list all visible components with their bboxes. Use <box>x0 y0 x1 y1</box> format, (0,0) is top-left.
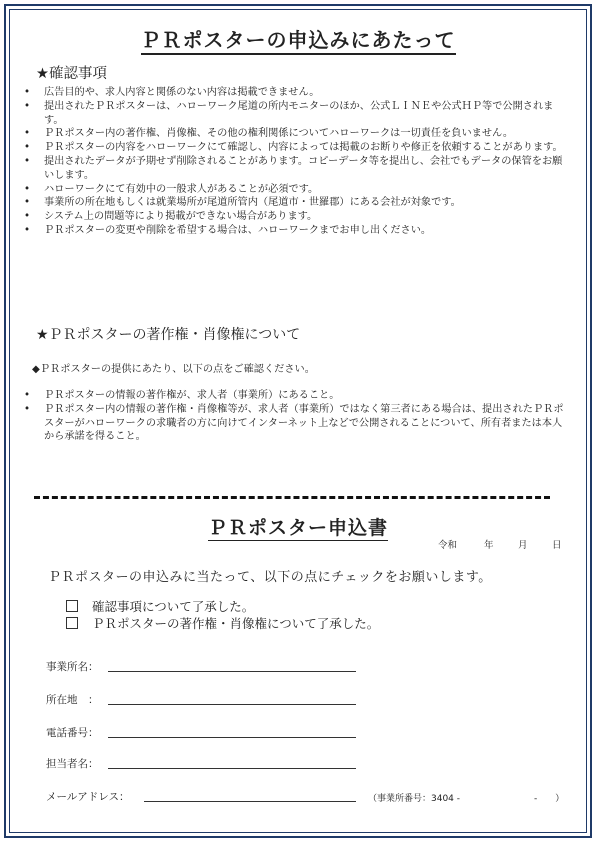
address-field[interactable] <box>46 692 99 707</box>
field-label: 事業所名： <box>46 661 99 673</box>
contact-field[interactable] <box>46 756 99 771</box>
list-item: • 提出されたデータが予期せず削除されることがあります。コピーデータ等を提出し、会社でもデータの保管をお願いします。 <box>22 155 570 183</box>
field-label: 所在地 ： <box>46 694 99 706</box>
company-field[interactable] <box>46 659 99 674</box>
check-confirmation[interactable] <box>66 597 254 615</box>
contact-underline[interactable] <box>108 768 356 769</box>
page-title: ＰＲポスターの申込みにあたって <box>0 24 596 53</box>
list-item: • 提出されたＰＲポスターは、ハローワーク尾道の所内モニターのほか、公式ＬＩＮＥや公式ＨＰ等で公開されます。 <box>22 100 570 128</box>
checkbox[interactable] <box>66 617 78 629</box>
list-item: • ＰＲポスターの情報の著作権が、求人者（事業所）にあること。 <box>22 389 570 403</box>
field-label: 電話番号： <box>46 727 99 739</box>
list-item: • ハローワークにて有効中の一般求人があることが必須です。 <box>22 183 570 197</box>
office-number-tail: - ） <box>534 794 565 804</box>
phone-field[interactable] <box>46 725 99 740</box>
list-item: • ＰＲポスター内の情報の著作権・肖像権等が、求人者（事業所）ではなく第三者にある場合は、提出されたＰＲポスターがハローワークの求職者の方に向けてインターネット上などで公開されることについて、所有者または本人から承諾を得ること。 <box>22 403 570 444</box>
date-day: 日 <box>552 540 562 551</box>
check-copyright[interactable] <box>66 614 379 632</box>
phone-underline[interactable] <box>108 737 356 738</box>
confirmation-list <box>22 86 570 238</box>
confirmation-heading: ★確認事項 <box>36 66 107 82</box>
copyright-heading: ★ＰＲポスターの著作権・肖像権について <box>36 327 301 343</box>
copyright-list <box>22 389 570 444</box>
address-underline[interactable] <box>108 704 356 705</box>
list-item: • ＰＲポスター内の著作権、肖像権、その他の権利関係についてハローワークは一切責任を負いません。 <box>22 127 570 141</box>
date-year: 年 <box>484 540 494 551</box>
email-field[interactable] <box>46 789 129 804</box>
check-label: ＰＲポスターの著作権・肖像権について了承した。 <box>92 616 380 631</box>
office-number: （事業所番号：3404 - <box>368 794 461 804</box>
list-item: • ＰＲポスターの変更や削除を希望する場合は、ハローワークまでお申し出ください。 <box>22 224 570 238</box>
company-underline[interactable] <box>108 671 356 672</box>
checkbox[interactable] <box>66 600 78 612</box>
copyright-note: ◆ＰＲポスターの提供にあたり、以下の点をご確認ください。 <box>32 364 315 375</box>
list-item: • 広告目的や、求人内容と関係のない内容は掲載できません。 <box>22 86 570 100</box>
email-underline[interactable] <box>144 801 356 802</box>
check-label: 確認事項について了承した。 <box>92 599 255 614</box>
form-instruction: ＰＲポスターの申込みに当たって、以下の点にチェックをお願いします。 <box>48 570 492 585</box>
date-month: 月 <box>518 540 528 551</box>
list-item: • システム上の問題等により掲載ができない場合があります。 <box>22 210 570 224</box>
cut-line <box>34 496 550 499</box>
field-label: メールアドレス： <box>46 791 130 803</box>
list-item: • ＰＲポスターの内容をハローワークにて確認し、内容によっては掲載のお断りや修正を依頼することがあります。 <box>22 141 570 155</box>
field-label: 担当者名： <box>46 758 99 770</box>
list-item: • 事業所の所在地もしくは就業場所が尾道所管内（尾道市・世羅郡）にある会社が対象です。 <box>22 196 570 210</box>
date-era: 令和 <box>438 540 458 551</box>
form-title: ＰＲポスター申込書 <box>207 517 388 539</box>
